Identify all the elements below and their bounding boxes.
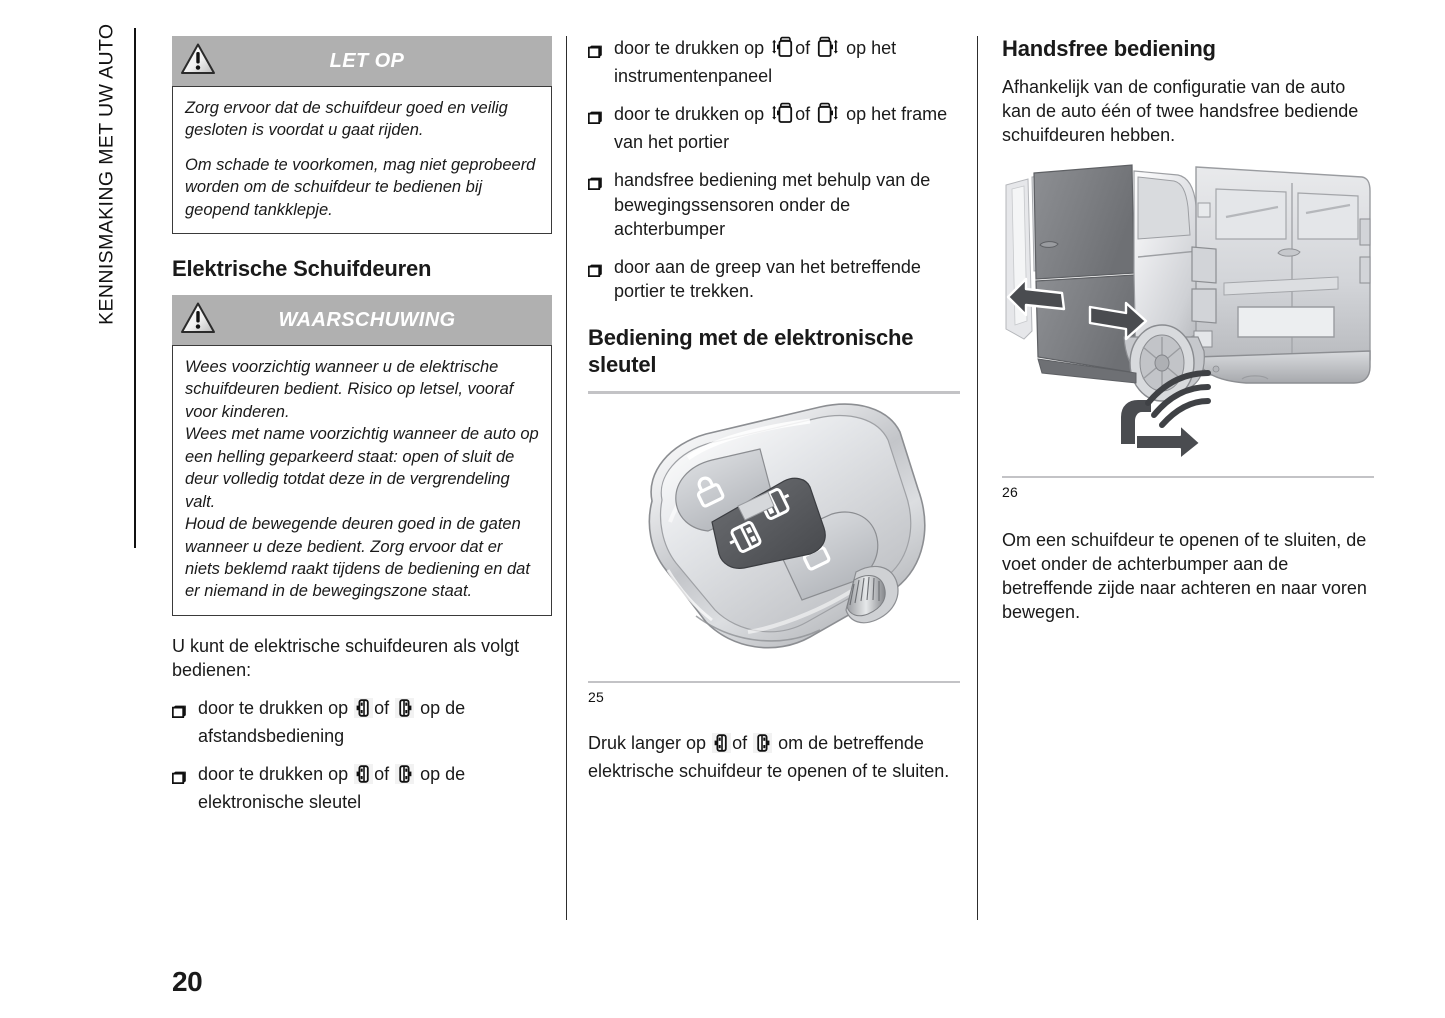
list-item-text-after: op het frame van het portier <box>614 104 948 153</box>
caution-notice-title: LET OP <box>329 49 405 72</box>
list-item-conjunction: of <box>374 764 395 785</box>
van-figure <box>1002 161 1374 500</box>
warning-notice-body <box>172 345 552 616</box>
figure-bottom-rule <box>1002 476 1374 478</box>
list-item-text: door aan de greep van het betreffende portier te trekken. <box>614 256 921 301</box>
bullet-square-icon <box>172 700 187 713</box>
closing-text-after: om de betreffende elektrische schuifdeur te openen of te sluiten. <box>588 732 950 781</box>
sliding-door-right-icon <box>395 698 414 724</box>
intro-text: U kunt de elektrische schuifdeuren als volgt bedienen: <box>172 635 520 680</box>
column-2 <box>588 36 960 797</box>
bullet-square-icon <box>588 40 603 53</box>
sliding-door-left-icon <box>354 698 373 724</box>
bullet-square-icon <box>588 259 603 272</box>
door-arrow-left-icon <box>770 36 794 64</box>
column-divider-1 <box>566 36 567 920</box>
warning-paragraph: Wees voorzichtig wanneer u de elektrische schuifdeuren bedient. Risico op letsel, vooraf voor kinderen. <box>185 358 514 421</box>
caution-paragraph: Om schade te voorkomen, mag niet geprobeerd worden om de schuifdeur te bedienen bij geopend tankklepje. <box>185 155 536 219</box>
warning-paragraph: Houd de bewegende deuren goed in de gaten wanneer u deze bedient. Zorg ervoor dat er niets beklemd raakt tijdens de bediening en dat er niemand in de bewegingszone staat. <box>185 515 530 601</box>
caution-notice-header <box>172 36 552 86</box>
bullet-square-icon <box>588 106 603 119</box>
list-item <box>172 696 552 748</box>
operation-bullet-list <box>172 696 552 814</box>
list-item-text-before: door te drukken op <box>198 698 354 719</box>
column-divider-2 <box>977 36 978 920</box>
list-item-text-after: op de afstandsbediening <box>198 698 466 747</box>
warning-notice-header <box>172 295 552 345</box>
warning-notice <box>172 295 552 616</box>
bullet-square-icon <box>588 172 603 185</box>
closing-text-before: Druk langer op <box>588 732 712 753</box>
sliding-door-left-icon <box>712 733 731 759</box>
section-heading-handsfree: Handsfree bediening <box>1002 36 1216 61</box>
sliding-door-right-icon <box>395 764 414 790</box>
list-item <box>588 102 960 154</box>
column-3 <box>1002 36 1374 639</box>
list-item <box>588 168 960 240</box>
list-item-conjunction: of <box>374 698 395 719</box>
warning-notice-title: WAARSCHUWING <box>278 308 456 331</box>
column-1 <box>172 36 552 814</box>
list-item <box>588 36 960 88</box>
key-fob-figure <box>588 391 960 705</box>
handsfree-closing-text: Om een schuifdeur te openen of te sluiten, de voet onder de achterbumper aan de betreffende zijde naar achteren en naar voren bewegen. <box>1002 530 1367 623</box>
chapter-tab <box>78 23 136 548</box>
caution-notice <box>172 36 552 234</box>
chapter-tab-label: KENNISMAKING MET UW AUTO <box>95 23 118 325</box>
door-arrow-right-icon <box>816 36 840 64</box>
list-item-text: handsfree bediening met behulp van de bewegingssensoren onder de achterbumper <box>614 170 931 239</box>
closing-conjunction: of <box>732 732 753 753</box>
warning-triangle-icon <box>180 301 216 340</box>
list-item-text-after: op het instrumentenpaneel <box>614 38 897 87</box>
door-arrow-right-icon <box>816 102 840 130</box>
electronic-key-fob-illustration <box>588 394 960 666</box>
operation-bullet-list-continued <box>588 36 960 303</box>
chapter-tab-rule <box>134 28 136 548</box>
figure-bottom-rule <box>588 681 960 683</box>
door-arrow-left-icon <box>770 102 794 130</box>
section-heading-electric-sliding-doors: Elektrische Schuifdeuren <box>172 256 432 282</box>
warning-paragraph: Wees met name voorzichtig wanneer de auto op een helling geparkeerd staat: open of sluit de deur volledig totdat deze in de vergrendeling valt. <box>185 425 539 511</box>
list-item <box>588 255 960 303</box>
list-item-conjunction: of <box>795 104 816 125</box>
list-item-text-after: op de elektronische sleutel <box>198 764 466 813</box>
page-number: 20 <box>172 966 203 997</box>
list-item-text-before: door te drukken op <box>198 764 354 785</box>
caution-notice-body <box>172 86 552 234</box>
key-operation-text <box>588 731 960 783</box>
warning-triangle-icon <box>180 42 216 81</box>
list-item-text-before: door te drukken op <box>614 38 770 58</box>
van-rear-illustration <box>1002 161 1374 461</box>
section-heading-key-operation: Bediening met de elektronische sleutel <box>588 324 914 377</box>
figure-caption: 26 <box>1002 484 1018 501</box>
bullet-square-icon <box>172 766 187 779</box>
sliding-door-left-icon <box>354 764 373 790</box>
handsfree-intro-text: Afhankelijk van de configuratie van de auto kan de auto één of twee handsfree bediende schuifdeuren hebben. <box>1002 76 1359 146</box>
list-item-text-before: door te drukken op <box>614 104 770 125</box>
caution-paragraph: Zorg ervoor dat de schuifdeur goed en veilig gesloten is voordat u gaat rijden. <box>185 99 508 140</box>
figure-caption: 25 <box>588 688 604 705</box>
sliding-door-right-icon <box>753 733 772 759</box>
list-item <box>172 762 552 814</box>
list-item-conjunction: of <box>795 38 816 58</box>
